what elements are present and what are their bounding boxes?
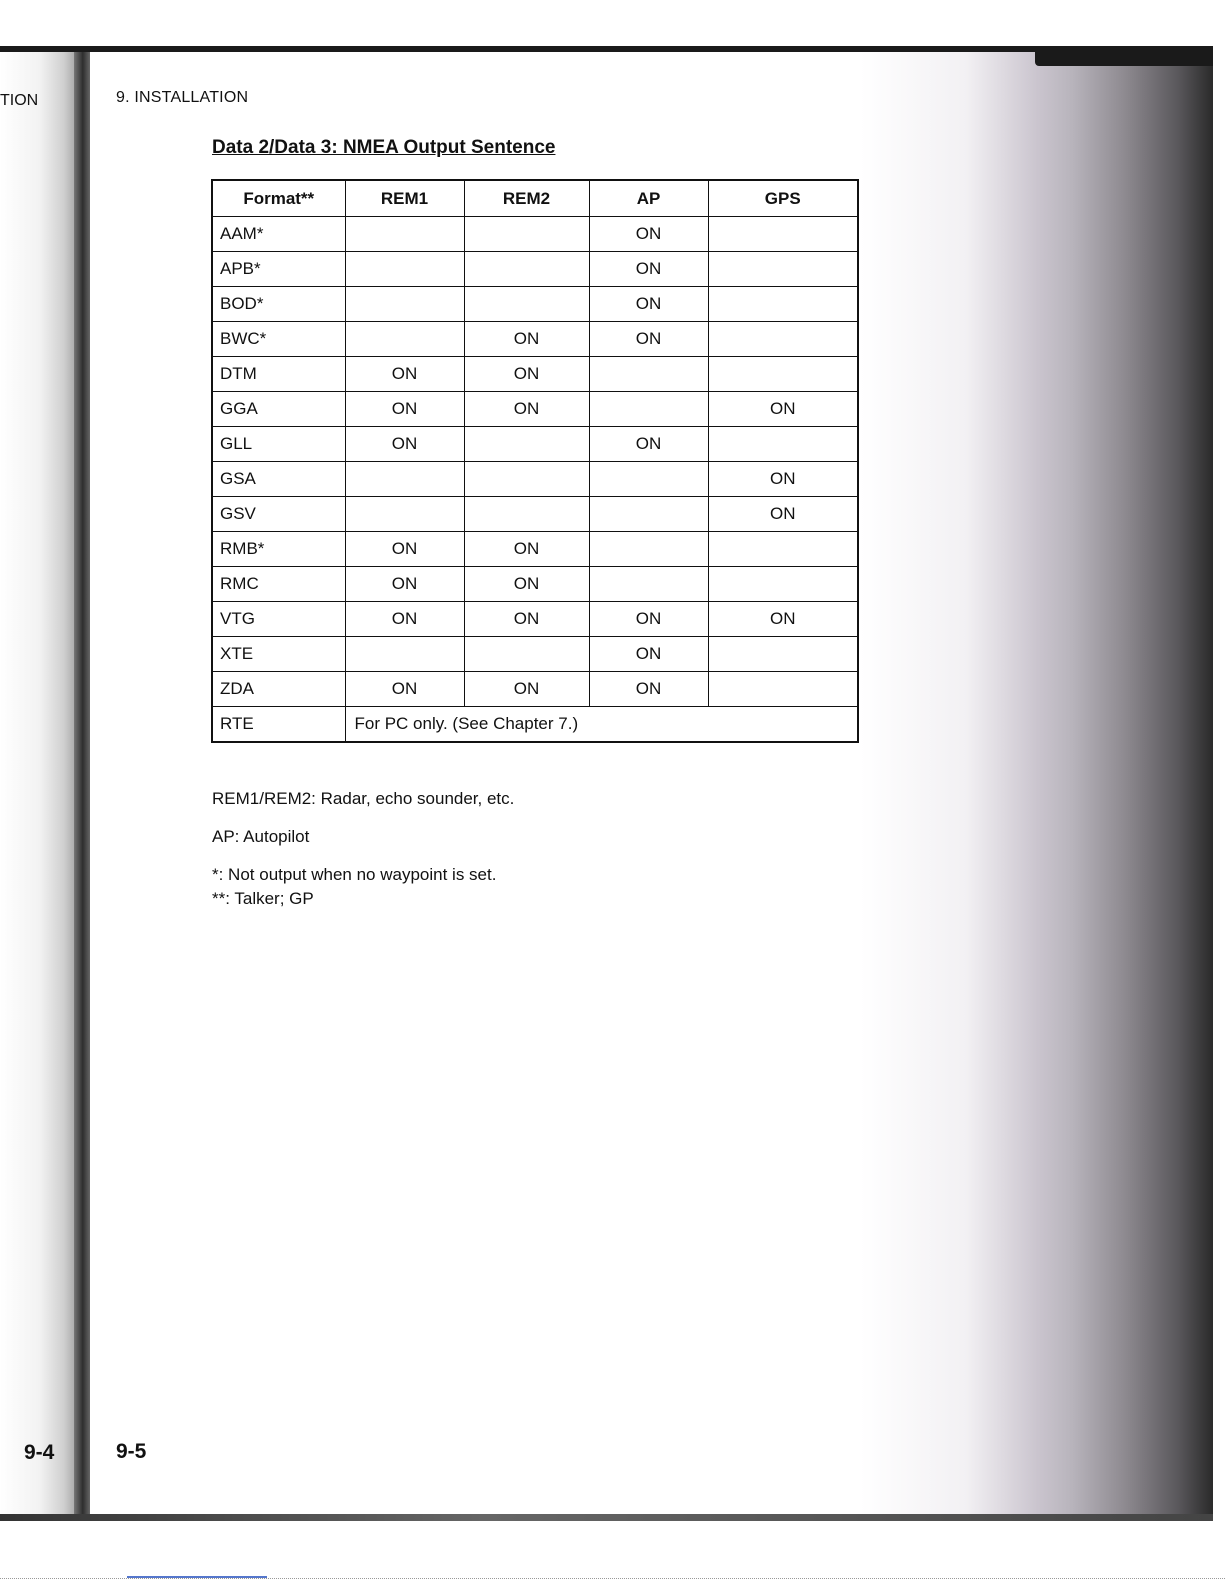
legend-ap: AP: Autopilot bbox=[212, 827, 310, 846]
status-cell: ON bbox=[708, 392, 858, 427]
format-cell: GLL bbox=[212, 427, 345, 462]
format-cell: RTE bbox=[212, 707, 345, 743]
status-cell bbox=[345, 252, 464, 287]
chapter-header: 9. INSTALLATION bbox=[116, 89, 249, 106]
legend-star: *: Not output when no waypoint is set. bbox=[212, 865, 497, 884]
status-cell: ON bbox=[708, 462, 858, 497]
status-cell bbox=[464, 427, 589, 462]
status-cell: ON bbox=[589, 427, 708, 462]
column-header: Format** bbox=[212, 180, 345, 217]
status-cell: ON bbox=[345, 567, 464, 602]
status-cell bbox=[345, 497, 464, 532]
status-cell: ON bbox=[589, 287, 708, 322]
status-cell: ON bbox=[345, 532, 464, 567]
status-cell: ON bbox=[345, 427, 464, 462]
format-cell: GGA bbox=[212, 392, 345, 427]
status-cell: ON bbox=[464, 672, 589, 707]
status-cell: ON bbox=[589, 602, 708, 637]
column-header: REM2 bbox=[464, 180, 589, 217]
format-cell: BOD* bbox=[212, 287, 345, 322]
previous-page-header: TION bbox=[0, 92, 39, 109]
legend-rem: REM1/REM2: Radar, echo sounder, etc. bbox=[212, 789, 515, 808]
format-cell: RMB* bbox=[212, 532, 345, 567]
status-cell bbox=[589, 532, 708, 567]
format-cell: AAM* bbox=[212, 217, 345, 252]
table-row bbox=[212, 392, 858, 427]
status-cell bbox=[345, 462, 464, 497]
table-row bbox=[212, 602, 858, 637]
status-cell: ON bbox=[464, 357, 589, 392]
column-header: AP bbox=[589, 180, 708, 217]
status-cell bbox=[708, 532, 858, 567]
status-cell: ON bbox=[345, 357, 464, 392]
scan-blue-mark bbox=[127, 1576, 267, 1578]
table-row bbox=[212, 497, 858, 532]
status-cell bbox=[708, 637, 858, 672]
status-cell bbox=[708, 357, 858, 392]
status-cell bbox=[464, 217, 589, 252]
status-cell bbox=[589, 462, 708, 497]
table-row bbox=[212, 637, 858, 672]
page-number: 9-5 bbox=[116, 1440, 147, 1463]
scan-corner-shadow bbox=[1035, 52, 1213, 66]
table-row bbox=[212, 322, 858, 357]
format-cell: RMC bbox=[212, 567, 345, 602]
table-row bbox=[212, 462, 858, 497]
note-cell: For PC only. (See Chapter 7.) bbox=[345, 707, 858, 743]
status-cell bbox=[464, 497, 589, 532]
table-row bbox=[212, 532, 858, 567]
status-cell bbox=[589, 357, 708, 392]
status-cell: ON bbox=[345, 602, 464, 637]
status-cell bbox=[345, 287, 464, 322]
status-cell: ON bbox=[589, 252, 708, 287]
previous-page-number: 9-4 bbox=[24, 1441, 55, 1464]
status-cell bbox=[589, 567, 708, 602]
status-cell bbox=[464, 287, 589, 322]
table-row bbox=[212, 567, 858, 602]
column-header: GPS bbox=[708, 180, 858, 217]
status-cell: ON bbox=[589, 322, 708, 357]
format-cell: BWC* bbox=[212, 322, 345, 357]
legend-double-star: **: Talker; GP bbox=[212, 889, 314, 908]
table-header-row bbox=[212, 180, 858, 217]
status-cell: ON bbox=[464, 392, 589, 427]
table-row bbox=[212, 707, 858, 743]
scan-right-margin bbox=[1213, 0, 1225, 1521]
format-cell: APB* bbox=[212, 252, 345, 287]
table-row bbox=[212, 357, 858, 392]
status-cell bbox=[589, 392, 708, 427]
scan-bottom-border bbox=[0, 1514, 1213, 1521]
table-row bbox=[212, 287, 858, 322]
status-cell bbox=[708, 287, 858, 322]
format-cell: XTE bbox=[212, 637, 345, 672]
status-cell bbox=[464, 462, 589, 497]
page-gutter-shadow bbox=[860, 52, 1213, 1514]
status-cell bbox=[708, 567, 858, 602]
status-cell bbox=[464, 637, 589, 672]
status-cell: ON bbox=[589, 637, 708, 672]
section-title: Data 2/Data 3: NMEA Output Sentence bbox=[212, 137, 556, 158]
status-cell bbox=[345, 637, 464, 672]
book-spine bbox=[74, 52, 90, 1514]
status-cell: ON bbox=[589, 672, 708, 707]
status-cell bbox=[345, 322, 464, 357]
format-cell: ZDA bbox=[212, 672, 345, 707]
nmea-output-table bbox=[211, 179, 859, 743]
format-cell: VTG bbox=[212, 602, 345, 637]
status-cell: ON bbox=[708, 602, 858, 637]
table-row bbox=[212, 217, 858, 252]
table-row bbox=[212, 672, 858, 707]
format-cell: GSV bbox=[212, 497, 345, 532]
scan-bottom-rule bbox=[0, 1578, 1225, 1579]
previous-page-strip bbox=[0, 52, 80, 1514]
format-cell: DTM bbox=[212, 357, 345, 392]
column-header: REM1 bbox=[345, 180, 464, 217]
status-cell bbox=[708, 427, 858, 462]
status-cell: ON bbox=[345, 672, 464, 707]
status-cell bbox=[708, 252, 858, 287]
status-cell bbox=[708, 217, 858, 252]
status-cell bbox=[589, 497, 708, 532]
status-cell bbox=[708, 322, 858, 357]
status-cell: ON bbox=[464, 602, 589, 637]
status-cell bbox=[708, 672, 858, 707]
status-cell: ON bbox=[464, 532, 589, 567]
table-row bbox=[212, 427, 858, 462]
status-cell: ON bbox=[345, 392, 464, 427]
status-cell: ON bbox=[589, 217, 708, 252]
status-cell: ON bbox=[708, 497, 858, 532]
table-row bbox=[212, 252, 858, 287]
status-cell bbox=[464, 252, 589, 287]
status-cell: ON bbox=[464, 322, 589, 357]
status-cell: ON bbox=[464, 567, 589, 602]
format-cell: GSA bbox=[212, 462, 345, 497]
status-cell bbox=[345, 217, 464, 252]
